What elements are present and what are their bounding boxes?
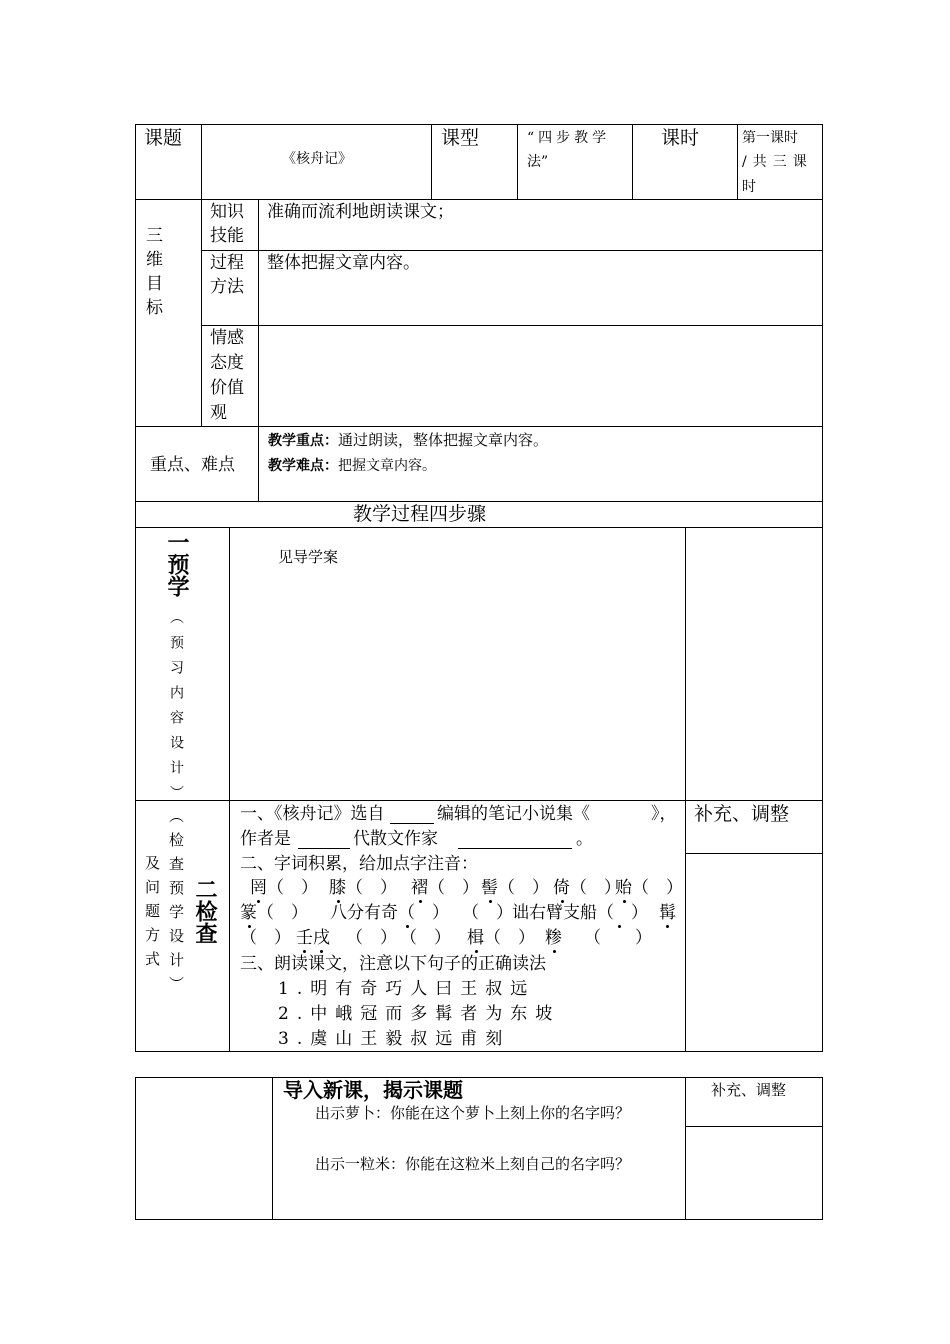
keshi-value-2: /共三课: [742, 154, 813, 170]
q1-part-f: 。: [576, 829, 593, 849]
char-item: （ ）: [584, 928, 652, 948]
char-item: 罔（ ）: [250, 878, 318, 898]
char-item: 髻（ ）: [481, 878, 549, 898]
qinggan-label-2: 态度: [210, 353, 244, 373]
zhongdian-label: 重点、难点: [150, 455, 235, 475]
keshi-value-3: 时: [742, 179, 756, 195]
char-item: （ ）: [400, 928, 451, 948]
step1-subtitle: ︵预习内容设计︶: [168, 610, 184, 810]
intro-line-2: 出示一粒米：你能在这粒米上刻自己的名字吗？: [315, 1155, 631, 1173]
keti-value: 《核舟记》: [282, 151, 352, 167]
supplement-label-2: 补充、调整: [711, 1081, 787, 1099]
step2-left-label: ︵检查预学设计︶: [167, 808, 185, 1000]
char-item: 褶（ ）: [411, 878, 479, 898]
char-item: 壬戌: [296, 928, 330, 948]
guocheng-value: 整体把握文章内容。: [267, 253, 420, 273]
sentence-3: 3.虞山王毅叔远甫刻: [278, 1029, 511, 1049]
kexing-value-2: 法”: [527, 154, 549, 170]
char-item: 诎右臂支船（ ）: [512, 903, 648, 923]
char-item: （ ）: [240, 928, 291, 948]
q2-text: 二、字词积累，给加点字注音：: [240, 854, 478, 874]
sanwei-label: 三维目标: [142, 226, 162, 322]
qinggan-label-1: 情感: [210, 328, 244, 348]
step1-title: 一预学: [164, 531, 190, 597]
step2-left-label-b: 及问题方式: [143, 855, 161, 975]
intro-title: 导入新课，揭示课题: [283, 1078, 463, 1102]
keshi-label: 课时: [661, 127, 700, 149]
process-title: 教学过程四步骤: [353, 503, 487, 525]
char-item: 糁: [545, 928, 562, 948]
zhongdian-line: 教学重点：通过朗读，整体把握文章内容。: [268, 431, 549, 449]
char-item: 倚（ ）: [553, 878, 621, 898]
q3-text: 三、朗读课文，注意以下句子的正确读法: [240, 954, 546, 974]
sentence-2: 2.中峨冠而多髯者为东坡: [278, 1004, 561, 1024]
qinggan-label-4: 观: [210, 403, 227, 423]
q1-part-e: 代散文作家: [353, 829, 438, 849]
char-item: 髯: [659, 903, 676, 923]
zhishi-label-1: 知识: [210, 202, 244, 222]
char-item: 膝（ ）: [329, 878, 397, 898]
q1-part-c: 》，: [651, 804, 677, 824]
q1-part-b: 编辑的笔记小说集《: [437, 804, 590, 824]
q1-part-d: 作者是: [240, 829, 291, 849]
step2-title: 二检查: [192, 878, 218, 944]
intro-line-1: 出示萝卜：你能在这个萝卜上刻上你的名字吗？: [315, 1104, 631, 1122]
char-item: （ ）: [462, 903, 513, 923]
char-item: （ ）: [346, 928, 397, 948]
char-item: 篆（ ）: [240, 903, 308, 923]
q1-part-a: 一、《核舟记》选自: [240, 804, 385, 824]
kexing-value-1: “四步教学: [527, 130, 611, 146]
char-item: 贻（ ）: [615, 878, 683, 898]
guocheng-label-2: 方法: [210, 277, 244, 297]
qinggan-label-3: 价值: [210, 378, 244, 398]
keti-label: 课题: [144, 127, 183, 149]
kexing-label: 课型: [441, 127, 480, 149]
zhishi-label-2: 技能: [210, 226, 244, 246]
supplement-label: 补充、调整: [694, 803, 790, 825]
zhishi-value: 准确而流利地朗读课文；: [267, 202, 454, 222]
nandian-line: 教学难点：把握文章内容。: [268, 458, 436, 474]
char-item: 八分有奇（ ）: [330, 903, 449, 923]
char-item: 楫（ ）: [467, 928, 535, 948]
step1-content: 见导学案: [278, 548, 339, 566]
guocheng-label-1: 过程: [210, 253, 244, 273]
sentence-1: 1.明有奇巧人曰王叔远: [278, 979, 536, 999]
keshi-value-1: 第一课时: [742, 130, 798, 146]
